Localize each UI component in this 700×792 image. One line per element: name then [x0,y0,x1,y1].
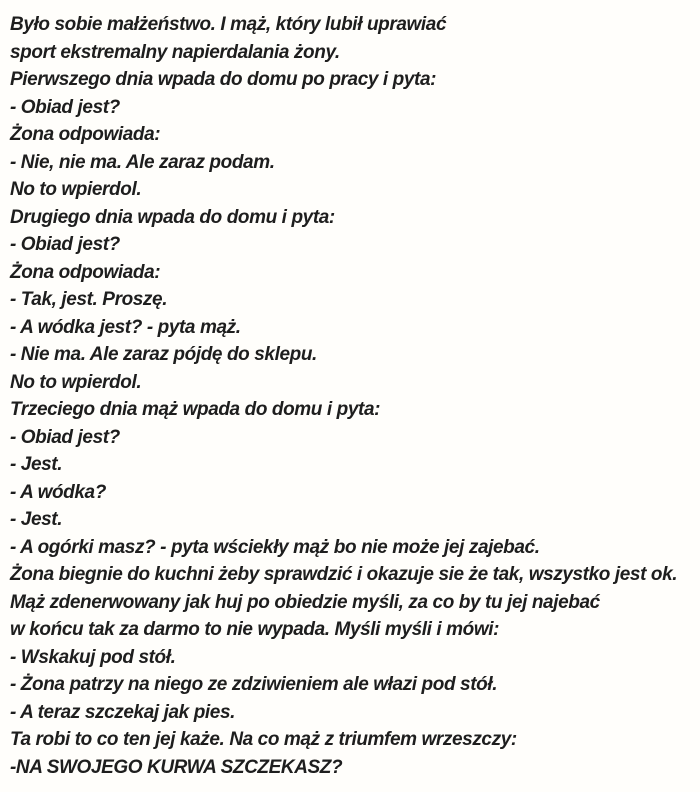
text-line: -NA SWOJEGO KURWA SZCZEKASZ? [10,756,343,778]
text-line: Ta robi to co ten jej każe. Na co mąż z triumfem wrzeszczy: [10,729,517,750]
text-line: w końcu tak za darmo to nie wypada. Myśli myśli i mówi: [10,619,500,640]
text-line: Żona biegnie do kuchni żeby sprawdzić i okazuje sie że tak, wszystko jest ok. [10,564,678,585]
text-line: Żona odpowiada: [10,261,161,283]
text-line: - Obiad jest? [10,234,120,255]
text-line: sport ekstremalny napierdalania żony. [10,41,340,63]
text-line: - A teraz szczekaj jak pies. [10,701,236,723]
text-line: - Obiad jest? [10,426,120,448]
text-line: - A wódka jest? - pyta mąż. [10,316,241,338]
text-line: Drugiego dnia wpada do domu i pyta: [10,206,335,228]
text-line: Żona odpowiada: [10,124,161,145]
text-line: - Nie, nie ma. Ale zaraz podam. [10,151,275,173]
text-line: - Jest. [10,454,63,475]
text-line: - Wskakuj pod stół. [10,646,176,668]
text-line: No to wpierdol. [10,371,142,393]
text-line: - Obiad jest? [10,96,120,118]
text-line: - Nie ma. Ale zaraz pójdę do sklepu. [10,344,317,365]
text-line: Było sobie małżeństwo. I mąż, który lubił uprawiać [10,14,447,35]
text-line: - Żona patrzy na niego ze zdziwieniem ale włazi pod stół. [10,674,498,695]
text-line: - Tak, jest. Proszę. [10,289,168,310]
text-line: Pierwszego dnia wpada do domu po pracy i pyta: [10,69,437,90]
text-line: - A ogórki masz? - pyta wściekły mąż bo nie może jej zajebać. [10,536,540,558]
text-line: - A wódka? [10,481,106,503]
text-line: - Jest. [10,509,63,530]
text-line: Trzeciego dnia mąż wpada do domu i pyta: [10,399,381,420]
text-line: No to wpierdol. [10,179,142,200]
text-line: Mąż zdenerwowany jak huj po obiedzie myśli, za co by tu jej najebać [10,591,600,613]
